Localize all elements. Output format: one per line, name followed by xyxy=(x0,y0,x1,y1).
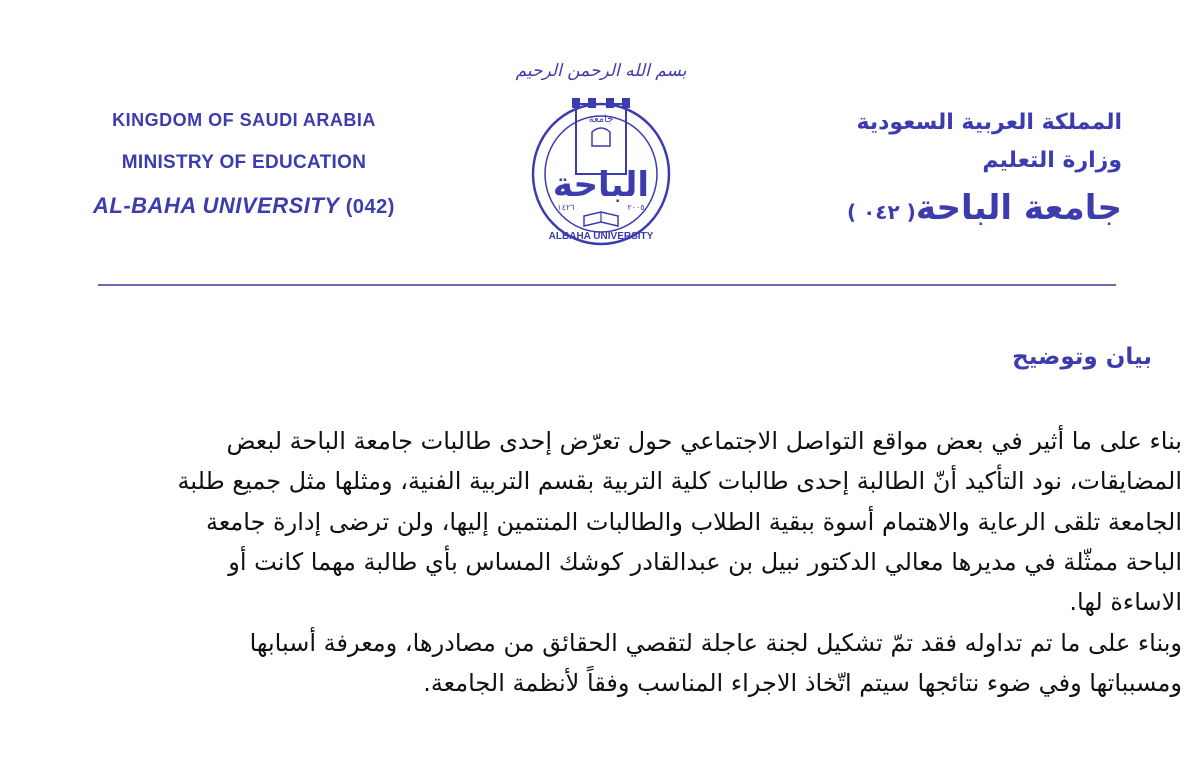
body-line: وبناء على ما تم تداوله فقد تمّ تشكيل لجنة عاجلة لتقصي الحقائق من مصادرها، ومعرفة أسبابها xyxy=(249,629,1182,657)
body-line: الباحة ممثّلة في مديرها معالي الدكتور نبيل بن عبدالقادر كوشك المساس بأي طالبة مهما كانت أو xyxy=(228,548,1182,576)
header-ar-university-name: جامعة الباحة xyxy=(915,188,1122,228)
body-line: ومسبباتها وفي ضوء نتائجها سيتم اتّخاذ الاجراء المناسب وفقاً لأنظمة الجامعة. xyxy=(423,669,1182,697)
header-en-university-name: AL-BAHA UNIVERSITY xyxy=(93,193,340,218)
document-title: بيان وتوضيح xyxy=(1012,344,1152,370)
logo-book-icon xyxy=(584,212,618,226)
logo-year-gregorian: ٢٠٠٥ xyxy=(627,203,645,212)
logo-tower-label: جامعة xyxy=(588,114,614,125)
body-line: الاساءة لها. xyxy=(1069,588,1182,616)
body-line: المضايقات، نود التأكيد أنّ الطالبة إحدى طالبات كلية التربية بقسم التربية الفنية، ومثلها مثل جميع طلبة xyxy=(177,467,1182,495)
logo-year-hijri: ١٤٢٦ xyxy=(557,203,575,212)
header-en-university-code: (042) xyxy=(345,196,395,218)
header-en-ministry: MINISTRY OF EDUCATION xyxy=(121,152,367,173)
header-en-university xyxy=(64,193,424,219)
header-ar-university xyxy=(841,188,1122,228)
university-logo xyxy=(486,46,716,256)
header-ar-university-code: ( ٠٤٢ ) xyxy=(846,200,916,224)
logo-english-name: ALBAHA UNIVERSITY xyxy=(548,231,654,242)
logo-basmala: بسم الله الرحمن الرحيم xyxy=(515,61,687,81)
header-ar-ministry: وزارة التعليم xyxy=(982,148,1122,173)
logo-arabic-name: الباحة xyxy=(552,165,650,205)
header-divider xyxy=(98,284,1116,286)
header-en-kingdom: KINGDOM OF SAUDI ARABIA xyxy=(112,110,376,130)
body-line: الجامعة تلقى الرعاية والاهتمام أسوة ببقية الطلاب والطالبات المنتمين إليها، ولن ترضى إدارة جامعة xyxy=(205,508,1182,536)
header-ar-kingdom: المملكة العربية السعودية xyxy=(856,110,1122,135)
logo-tower-icon xyxy=(572,98,630,174)
body-line: بناء على ما أثير في بعض مواقع التواصل الاجتماعي حول تعرّض إحدى طالبات جامعة الباحة لبعض xyxy=(226,427,1182,455)
